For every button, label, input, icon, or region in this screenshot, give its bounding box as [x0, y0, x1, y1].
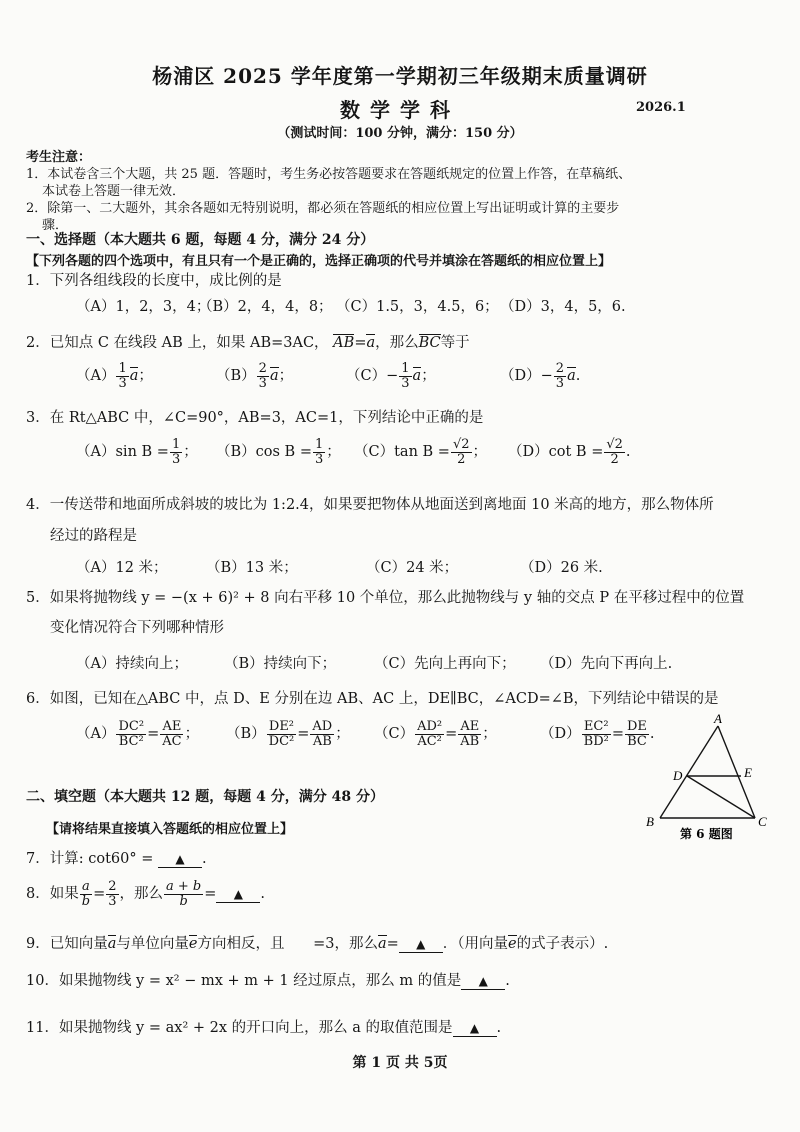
q3-c-fraction [451, 438, 472, 466]
q2-option-b [216, 362, 293, 390]
q1-option-d: （D）3，4，5，6. [500, 299, 626, 315]
q3-b-fn: cos B = [255, 444, 312, 461]
triangle-icon: ▲ [416, 937, 426, 951]
q2-stem-b: ，那么 [375, 335, 419, 351]
q5-option-c: （C）先向上再向下； [374, 656, 516, 672]
q8 [26, 880, 265, 908]
q8-n1: a [82, 879, 90, 894]
q2-d-num: 2 [555, 361, 565, 376]
q3-option-c [354, 438, 487, 466]
q2-d-label: （D） [500, 368, 541, 385]
label-c: C [758, 814, 767, 829]
section2-instruction: 【请将结果直接填入答题纸的相应位置上】 [46, 822, 294, 837]
q3-d-fraction [604, 438, 625, 466]
q3-b-label: （B） [216, 444, 256, 461]
q6-c-label: （C） [374, 726, 415, 743]
q2-option-d [500, 362, 580, 390]
q6-a-d1: BC² [118, 733, 144, 749]
q10 [26, 969, 510, 990]
q6-b-d2: AB [312, 733, 332, 749]
q11 [26, 1016, 501, 1037]
q6-c-frac1 [415, 720, 444, 748]
q10-stem: 10．如果抛物线 y = x² − mx + m + 1 经过原点，那么 m 的值是 [26, 973, 462, 989]
q6-d-n1: EC² [583, 719, 609, 734]
vector-bc: BC [418, 335, 441, 351]
q9-stem-c: 方向相反，且 [197, 936, 285, 952]
q2-stem-c: 等于 [440, 335, 470, 351]
q2-b-num: 2 [258, 361, 267, 376]
q3-d-den: 2 [610, 451, 619, 467]
q6-d-eq: = [611, 726, 624, 743]
q4-option-b: （B）13 米； [206, 560, 298, 576]
q10-answer-blank [461, 973, 505, 990]
q2-d-end: . [575, 368, 581, 385]
q4-option-a: （A）12 米； [76, 560, 168, 576]
q8-frac1 [80, 880, 92, 908]
subject-title: 数学学科 [340, 98, 460, 122]
notes-item-2a: 2．除第一、二大题外，其余各题如无特别说明，都必须在答题纸的相应位置上写出证明或计算的主要步 [26, 201, 620, 216]
q6-a-end: ； [184, 726, 200, 743]
triangle-icon: ▲ [175, 852, 185, 866]
q3-d-num: √2 [606, 437, 623, 452]
q9-stem-e: = [386, 936, 399, 952]
q6-d-d1: BD² [583, 733, 609, 749]
q2-b-end: ； [278, 368, 294, 385]
label-a: A [714, 714, 722, 726]
q2-c-label: （C） [346, 368, 387, 385]
section2-title: 二、填空题（本大题共 12 题，每题 4 分，满分 48 分） [26, 789, 384, 805]
q2-d-fraction [554, 362, 566, 390]
figure-caption: 第 6 题图 [680, 827, 733, 840]
q8-eq2: = [204, 886, 217, 903]
q6-a-eq: = [147, 726, 160, 743]
vector-e: e [188, 936, 198, 952]
q7-answer-blank [158, 851, 202, 868]
q9-stem-a: 9．已知向量 [26, 936, 108, 952]
notes-item-1a: 1．本试卷含三个大题，共 25 题．答题时，考生务必按答题要求在答题纸规定的位置上作答，在草稿纸、 [26, 167, 632, 182]
q4-stem-a: 4．一传送带和地面所成斜坡的坡比为 1:2.4，如果要把物体从地面送到离地面 10 米高的地方，那么物体所 [26, 497, 714, 513]
q4-option-d: （D）26 米. [520, 560, 603, 576]
section1-instruction: 【下列各题的四个选项中，有且只有一个是正确的，选择正确项的代号并填涂在答题纸的相应位置上】 [26, 254, 612, 269]
q2-stem [26, 331, 470, 352]
q9-answer-blank [399, 936, 443, 953]
notes-item-1b: 本试卷上答题一律无效． [42, 184, 186, 199]
q6-a-n1: DC² [118, 719, 145, 734]
notes-heading: 考生注意： [26, 150, 92, 165]
q6-a-n2: AE [162, 719, 182, 734]
q6-b-n2: AD [312, 719, 333, 734]
vector-e: e [508, 936, 517, 952]
q2-b-den: 3 [258, 375, 267, 391]
q8-n3: a + b [166, 879, 202, 894]
q8-d2: 3 [108, 893, 117, 909]
q6-b-label: （B） [226, 726, 266, 743]
q3-b-fraction [313, 438, 325, 466]
exam-date: 2026.1 [636, 100, 686, 115]
q2-c-fraction [399, 362, 411, 390]
q2-a-num: 1 [118, 361, 127, 376]
q6-c-n2: AE [460, 719, 480, 734]
q2-c-num: 1 [401, 361, 410, 376]
q6-option-b [226, 720, 350, 748]
q2-c-sign: − [386, 368, 399, 385]
q5-option-d: （D）先向下再向上. [540, 656, 673, 672]
q6-a-d2: AC [162, 733, 182, 749]
q8-answer-blank [216, 886, 260, 903]
q3-a-label: （A） [76, 444, 116, 461]
q11-answer-blank [453, 1020, 497, 1037]
q8-frac2 [106, 880, 118, 908]
q2-a-label: （A） [76, 368, 116, 385]
q3-option-d [508, 438, 631, 466]
q6-b-end: ； [335, 726, 350, 743]
q8-d1: b [81, 893, 91, 909]
q2-d-den: 3 [555, 375, 565, 391]
q6-b-n1: DE² [268, 719, 295, 734]
q3-option-b [216, 438, 341, 466]
label-d: D [673, 768, 683, 783]
q11-end: . [496, 1020, 502, 1036]
q8-frac3 [164, 880, 203, 908]
q2-option-a [76, 362, 153, 390]
q9-stem-d: =3，那么 [313, 936, 378, 952]
q8-stem-a: 8．如果 [26, 886, 79, 903]
q3-c-end: ； [472, 444, 488, 461]
q3-b-num: 1 [314, 437, 324, 452]
q3-d-end: . [625, 444, 631, 461]
q6-c-d2: AB [460, 733, 480, 749]
vector-ab: AB [333, 335, 355, 351]
q1-option-a: （A）1，2，3，4； [76, 299, 211, 315]
exam-title: 杨浦区 2025 学年度第一学期初三年级期末质量调研 [152, 64, 648, 88]
time-info: （测试时间：100 分钟，满分：150 分） [277, 126, 523, 141]
q6-d-frac1 [582, 720, 611, 748]
q3-a-end: ； [183, 444, 198, 461]
q9 [26, 932, 608, 953]
label-b: B [646, 814, 654, 829]
q3-b-end: ； [326, 444, 341, 461]
vector-a: a [366, 335, 376, 351]
q2-eq: = [354, 335, 367, 351]
q5-stem-a: 5．如果将抛物线 y = −(x + 6)² + 8 向右平移 10 个单位，那么此抛物线与 y 轴的交点 P 在平移过程中的位置 [26, 590, 745, 606]
q8-eq: = [93, 886, 106, 903]
q6-stem: 6．如图，已知在△ABC 中，点 D、E 分别在边 AB、AC 上，DE∥BC，∠ACD=∠B，下列结论中错误的是 [26, 691, 719, 707]
vector-a: a [377, 936, 387, 952]
vector-a: a [129, 368, 139, 385]
q9-stem-b: 与单位向量 [116, 936, 189, 952]
q2-a-den: 3 [118, 375, 127, 391]
q3-b-den: 3 [314, 451, 324, 467]
triangle-icon: ▲ [233, 887, 243, 902]
q4-stem-b: 经过的路程是 [50, 528, 137, 544]
q6-d-n2: DE [626, 719, 647, 734]
vector-a: a [412, 368, 422, 385]
q8-d3: b [179, 893, 188, 909]
q3-stem: 3．在 Rt△ABC 中，∠C=90°，AB=3，AC=1，下列结论中正确的是 [26, 410, 484, 426]
q4-option-c: （C）24 米； [366, 560, 459, 576]
q7-end: . [201, 851, 207, 867]
q2-b-label: （B） [216, 368, 256, 385]
page-footer: 第 1 页 共 5页 [352, 1055, 448, 1071]
q2-c-den: 3 [401, 375, 410, 391]
triangle-icon: ▲ [469, 1021, 480, 1035]
q6-d-label: （D） [540, 726, 581, 743]
q6-c-eq: = [445, 726, 458, 743]
q3-c-den: 2 [457, 451, 466, 467]
q2-a-fraction [116, 362, 128, 390]
q2-stem-a: 2．已知点 C 在线段 AB 上，如果 AB=3AC， [26, 335, 329, 351]
q6-c-frac2 [458, 720, 481, 748]
q9-stem-f: ．（用向量 [442, 936, 509, 952]
q1-option-c: （C）1.5，3，4.5，6； [336, 299, 499, 315]
q3-option-a [76, 438, 198, 466]
q6-b-eq: = [297, 726, 310, 743]
q8-end: . [260, 886, 265, 903]
section1-title: 一、选择题（本大题共 6 题，每题 4 分，满分 24 分） [26, 232, 375, 248]
q8-n2: 2 [108, 879, 117, 894]
q6-b-d1: DC² [268, 733, 295, 749]
q3-d-label: （D） [508, 444, 549, 461]
q7 [26, 847, 207, 868]
q3-c-label: （C） [354, 444, 395, 461]
q3-a-fraction [170, 438, 182, 466]
q3-a-num: 1 [171, 437, 181, 452]
vector-a: a [567, 368, 576, 385]
vector-a: a [107, 936, 117, 952]
q5-stem-b: 变化情况符合下列哪种情形 [50, 620, 224, 636]
q6-option-c [374, 720, 497, 748]
q6-a-label: （A） [76, 726, 116, 743]
q6-a-frac2 [160, 720, 183, 748]
triangle-icon: ▲ [478, 974, 488, 988]
q8-stem-b: ，那么 [119, 886, 163, 903]
q2-d-sign: − [540, 368, 553, 385]
segment-dc [687, 776, 755, 818]
q3-d-fn: cot B = [548, 444, 604, 461]
q6-c-end: ； [482, 726, 497, 743]
q6-d-d2: BC [627, 733, 647, 749]
q6-c-d1: AC² [417, 733, 442, 749]
q5-option-b: （B）持续向下； [224, 656, 337, 672]
q5-option-a: （A）持续向上； [76, 656, 188, 672]
q3-a-den: 3 [171, 451, 181, 467]
q6-b-frac2 [310, 720, 334, 748]
q3-a-fn: sin B = [115, 444, 169, 461]
q2-b-fraction [257, 362, 269, 390]
vector-a: a [269, 368, 279, 385]
q2-option-c [346, 362, 436, 390]
triangle-figure [628, 714, 778, 840]
q2-c-end: ； [421, 368, 436, 385]
q10-end: . [505, 973, 510, 989]
q2-a-end: ； [138, 368, 153, 385]
q6-d-end: . [649, 726, 655, 743]
q6-b-frac1 [267, 720, 297, 748]
q3-c-fn: tan B = [394, 444, 450, 461]
q6-c-n1: AD² [417, 719, 443, 734]
notes-item-2b: 骤． [42, 218, 69, 233]
q1-option-b: （B）2，4，4，8； [198, 299, 333, 315]
side-ab [660, 726, 718, 818]
q3-c-num: √2 [452, 437, 470, 452]
label-e: E [744, 765, 752, 780]
q9-stem-g: 的式子表示）. [516, 936, 609, 952]
q11-stem: 11．如果抛物线 y = ax² + 2x 的开口向上，那么 a 的取值范围是 [26, 1020, 453, 1036]
q6-a-frac1 [116, 720, 146, 748]
q7-stem: 7．计算: cot60° = [26, 851, 154, 867]
q1-stem: 1．下列各组线段的长度中，成比例的是 [26, 273, 282, 289]
q6-option-a [76, 720, 199, 748]
